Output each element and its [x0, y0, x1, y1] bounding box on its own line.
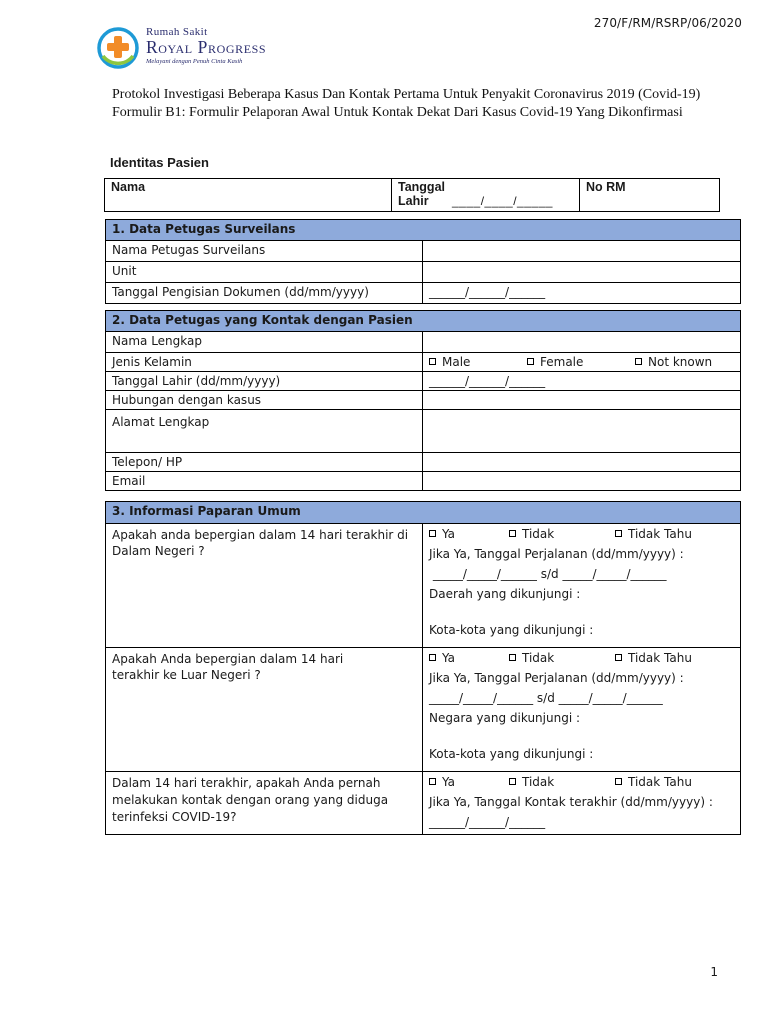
option-male[interactable]: Male [429, 355, 527, 369]
section-1-heading: 1. Data Petugas Surveilans [106, 220, 741, 241]
telepon-label: Telepon/ HP [106, 453, 423, 472]
checkbox-icon[interactable] [615, 530, 622, 537]
tanggal-label: Tanggal [398, 180, 445, 194]
section-2-table [105, 310, 741, 491]
no-rm-field[interactable] [580, 179, 719, 211]
q3-option-tidak[interactable]: Tidak [509, 772, 615, 792]
lahir-label: Lahir [398, 194, 429, 208]
telepon-field[interactable] [423, 453, 741, 472]
royal-progress-logo-icon [96, 26, 140, 70]
jenis-kelamin-label: Jenis Kelamin [106, 353, 423, 372]
checkbox-icon[interactable] [615, 654, 622, 661]
checkbox-icon[interactable] [615, 778, 622, 785]
page-number: 1 [710, 965, 718, 979]
nama-lengkap-field[interactable] [423, 332, 741, 353]
hubungan-label: Hubungan dengan kasus [106, 391, 423, 410]
q2-option-tidak[interactable]: Tidak [509, 648, 615, 668]
q2-jika-ya: Jika Ya, Tanggal Perjalanan (dd/mm/yyyy) : [429, 671, 684, 685]
nama-petugas-label: Nama Petugas Surveilans [106, 241, 423, 262]
email-field[interactable] [423, 472, 741, 491]
q3-option-tidak-tahu[interactable]: Tidak Tahu [615, 772, 692, 792]
identitas-pasien-box [104, 178, 720, 212]
checkbox-icon[interactable] [509, 654, 516, 661]
q1-answer [423, 524, 741, 648]
logo-line-2: Royal Progress [146, 37, 267, 57]
q3-jika-ya: Jika Ya, Tanggal Kontak terakhir (dd/mm/yyyy) : [429, 795, 713, 809]
nama-label: Nama [111, 180, 146, 194]
q1-daerah[interactable]: Daerah yang dikunjungi : [429, 587, 581, 601]
title-line-1: Protokol Investigasi Beberapa Kasus Dan Kontak Pertama Untuk Penyakit Coronavirus 2019 (Covid-19) [112, 87, 701, 102]
checkbox-icon[interactable] [429, 654, 436, 661]
tanggal-pengisian-label: Tanggal Pengisian Dokumen (dd/mm/yyyy) [106, 283, 423, 304]
checkbox-icon[interactable] [635, 358, 642, 365]
hubungan-field[interactable] [423, 391, 741, 410]
q3-option-ya[interactable]: Ya [429, 772, 509, 792]
q1-jika-ya: Jika Ya, Tanggal Perjalanan (dd/mm/yyyy) : [429, 547, 684, 561]
nama-field[interactable] [105, 179, 392, 211]
nama-lengkap-label: Nama Lengkap [106, 332, 423, 353]
option-not-known[interactable]: Not known [635, 355, 712, 369]
tanggal-lahir-field[interactable] [392, 179, 580, 211]
q2-question: Apakah Anda bepergian dalam 14 hari terakhir ke Luar Negeri ? [106, 648, 423, 772]
q1-date-range[interactable]: _____/_____/______ s/d _____/_____/______ [429, 567, 667, 581]
option-female[interactable]: Female [527, 355, 635, 369]
checkbox-icon[interactable] [429, 530, 436, 537]
email-label: Email [106, 472, 423, 491]
checkbox-icon[interactable] [509, 530, 516, 537]
identitas-heading: Identitas Pasien [110, 155, 209, 170]
q1-kota[interactable]: Kota-kota yang dikunjungi : [429, 623, 594, 637]
tanggal-lahir-field[interactable]: ______/______/______ [423, 372, 741, 391]
q2-date-range[interactable]: _____/_____/______ s/d _____/_____/______ [429, 691, 663, 705]
title-line-2: Formulir B1: Formulir Pelaporan Awal Untuk Kontak Dekat Dari Kasus Covid-19 Yang Dikonfirmasi [112, 105, 683, 120]
no-rm-label: No RM [586, 180, 626, 194]
q1-question: Apakah anda bepergian dalam 14 hari terakhir di Dalam Negeri ? [106, 524, 423, 648]
q1-option-tidak[interactable]: Tidak [509, 524, 615, 544]
q3-answer [423, 772, 741, 835]
section-3-heading: 3. Informasi Paparan Umum [106, 502, 741, 524]
checkbox-icon[interactable] [527, 358, 534, 365]
unit-label: Unit [106, 262, 423, 283]
q2-negara[interactable]: Negara yang dikunjungi : [429, 711, 581, 725]
q1-option-ya[interactable]: Ya [429, 524, 509, 544]
q3-question: Dalam 14 hari terakhir, apakah Anda pernah melakukan kontak dengan orang yang diduga terinfeksi COVID-19? [106, 772, 423, 835]
q2-option-tidak-tahu[interactable]: Tidak Tahu [615, 648, 692, 668]
tanggal-pengisian-field[interactable]: ______/______/______ [423, 283, 741, 304]
section-2-heading: 2. Data Petugas yang Kontak dengan Pasien [106, 311, 741, 332]
q2-option-ya[interactable]: Ya [429, 648, 509, 668]
document-title [112, 86, 700, 122]
unit-field[interactable] [423, 262, 741, 283]
q2-answer [423, 648, 741, 772]
document-code: 270/F/RM/RSRP/06/2020 [593, 16, 742, 30]
checkbox-icon[interactable] [509, 778, 516, 785]
hospital-logo [96, 22, 296, 74]
nama-petugas-field[interactable] [423, 241, 741, 262]
q1-option-tidak-tahu[interactable]: Tidak Tahu [615, 524, 692, 544]
tanggal-lahir-label: Tanggal Lahir (dd/mm/yyyy) [106, 372, 423, 391]
checkbox-icon[interactable] [429, 778, 436, 785]
dob-blank: ____/____/_____ [452, 194, 553, 208]
section-3-table [105, 501, 741, 835]
q2-kota[interactable]: Kota-kota yang dikunjungi : [429, 747, 594, 761]
logo-tagline: Melayani dengan Penuh Cinta Kasih [146, 58, 243, 65]
section-1-table [105, 219, 741, 304]
logo-line-1: Rumah Sakit [146, 26, 208, 38]
jenis-kelamin-options [423, 353, 741, 372]
alamat-field[interactable] [423, 410, 741, 453]
q3-date[interactable]: ______/______/______ [429, 815, 546, 829]
alamat-label: Alamat Lengkap [106, 410, 423, 453]
checkbox-icon[interactable] [429, 358, 436, 365]
